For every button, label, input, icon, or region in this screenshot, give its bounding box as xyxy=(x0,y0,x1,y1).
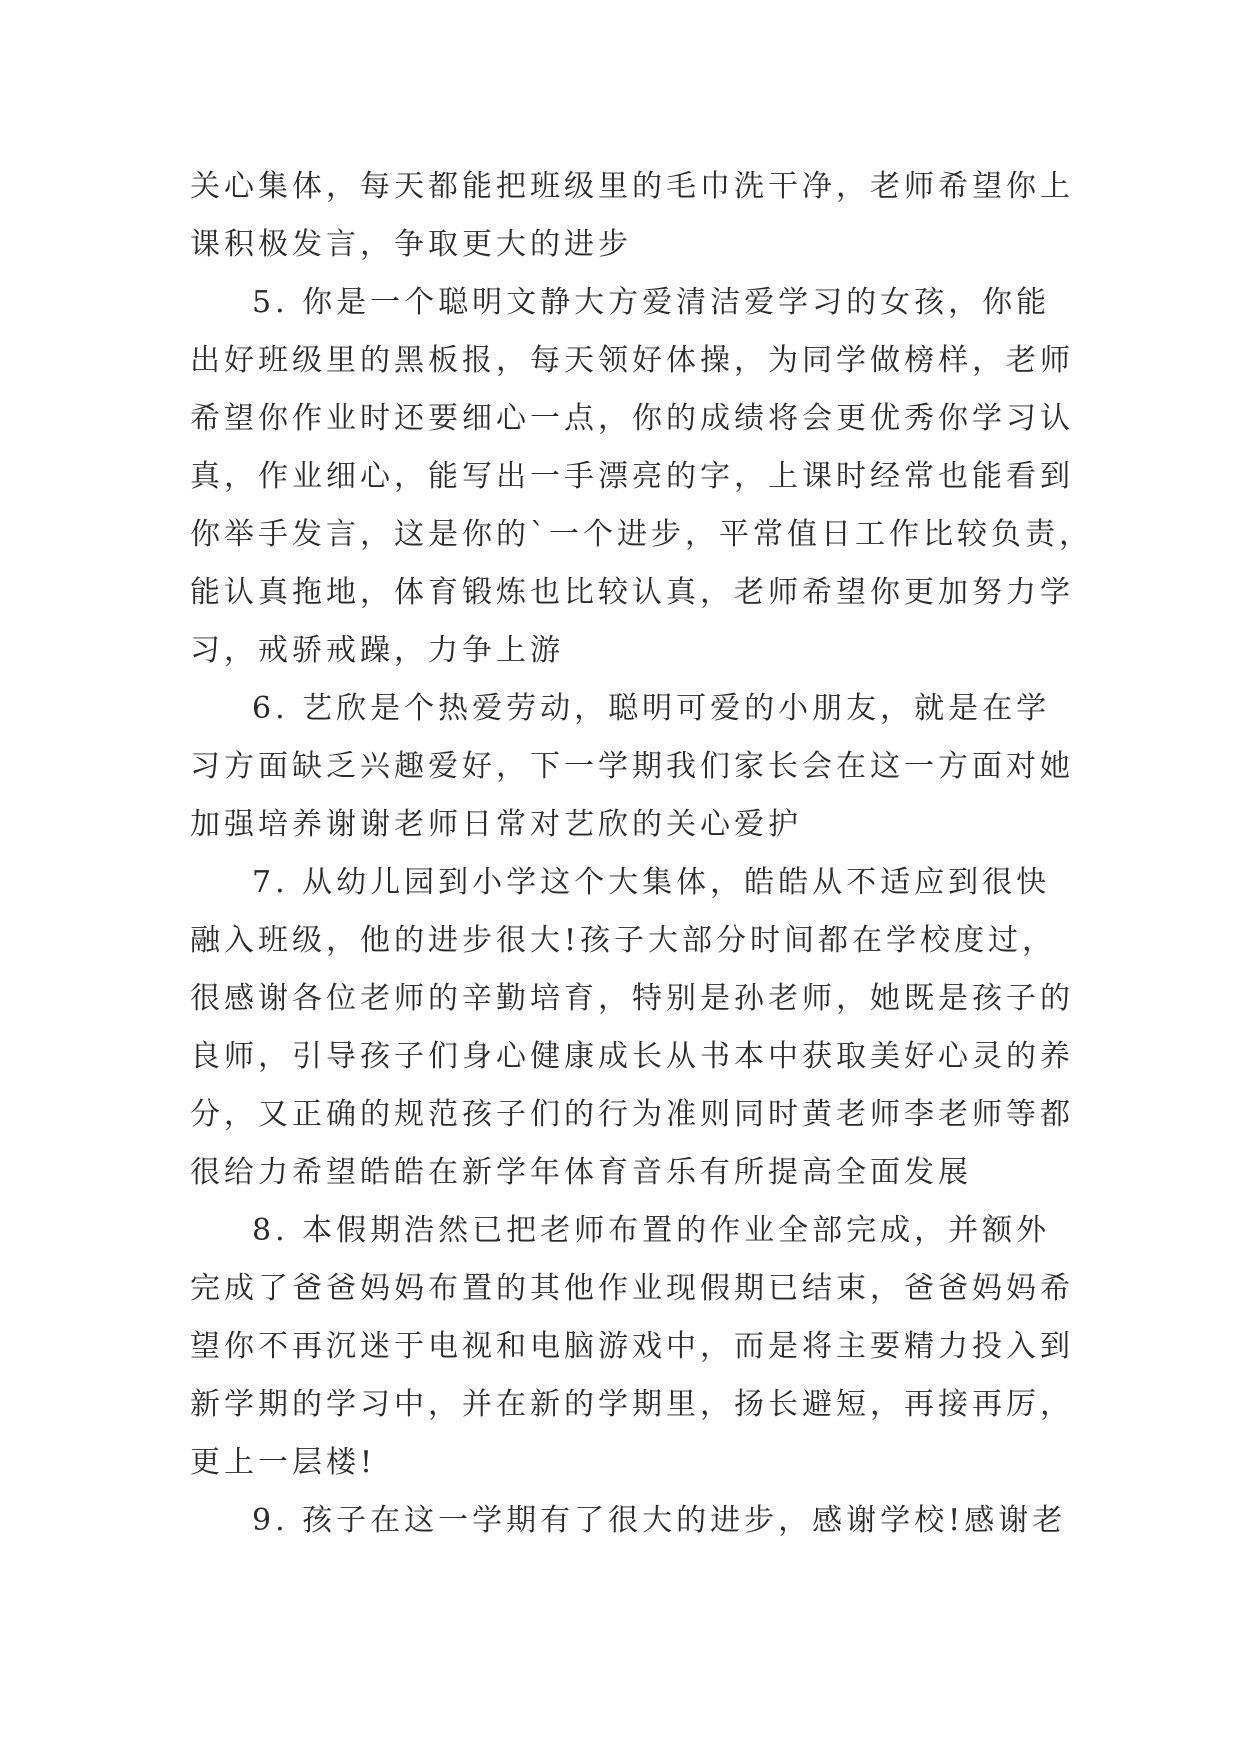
text-line: 5. 你是一个聪明文静大方爱清洁爱学习的女孩，你能 xyxy=(252,285,1051,320)
text-line: 良师，引导孩子们身心健康成长从书本中获取美好心灵的养 xyxy=(190,1039,1074,1074)
text-line: 希望你作业时还要细心一点，你的成绩将会更优秀你学习认 xyxy=(190,401,1074,436)
text-line: 更上一层楼! xyxy=(190,1445,377,1480)
paragraph-item-9 xyxy=(190,1492,1070,1550)
text-line: 新学期的学习中，并在新的学期里，扬长避短，再接再厉， xyxy=(190,1387,1074,1422)
text-line: 加强培养谢谢老师日常对艺欣的关心爱护 xyxy=(190,807,802,842)
text-line: 出好班级里的黑板报，每天领好体操，为同学做榜样，老师 xyxy=(190,343,1074,378)
text-line: 融入班级，他的进步很大!孩子大部分时间都在学校度过， xyxy=(190,923,1057,958)
paragraph-item-6 xyxy=(190,680,1074,854)
text-line: 关心集体，每天都能把班级里的毛巾洗干净，老师希望你上 xyxy=(190,169,1074,204)
paragraph-item-7 xyxy=(190,854,1074,1202)
text-line: 6. 艺欣是个热爱劳动，聪明可爱的小朋友，就是在学 xyxy=(252,691,1051,726)
text-line: 能认真拖地，体育锻炼也比较认真，老师希望你更加努力学 xyxy=(190,575,1074,610)
text-line: 习，戒骄戒躁，力争上游 xyxy=(190,633,564,668)
text-line: 分，又正确的规范孩子们的行为准则同时黄老师李老师等都 xyxy=(190,1097,1074,1132)
text-line: 习方面缺乏兴趣爱好，下一学期我们家长会在这一方面对她 xyxy=(190,749,1074,784)
text-line: 很感谢各位老师的辛勤培育，特别是孙老师，她既是孩子的 xyxy=(190,981,1074,1016)
text-line: 完成了爸爸妈妈布置的其他作业现假期已结束，爸爸妈妈希 xyxy=(190,1271,1074,1306)
text-line: 真，作业细心，能写出一手漂亮的字，上课时经常也能看到 xyxy=(190,459,1074,494)
text-line: 望你不再沉迷于电视和电脑游戏中，而是将主要精力投入到 xyxy=(190,1329,1074,1364)
document-body xyxy=(190,158,1093,1550)
paragraph-item-5 xyxy=(190,274,1093,680)
text-line: 很给力希望皓皓在新学年体育音乐有所提高全面发展 xyxy=(190,1155,972,1190)
paragraph-continuation xyxy=(190,158,1074,274)
paragraph-item-8 xyxy=(190,1202,1074,1492)
text-line: 你举手发言，这是你的`一个进步，平常值日工作比较负责， xyxy=(190,517,1093,552)
text-line: 9. 孩子在这一学期有了很大的进步，感谢学校!感谢老 xyxy=(252,1503,1067,1538)
text-line: 7. 从幼儿园到小学这个大集体，皓皓从不适应到很快 xyxy=(252,865,1051,900)
text-line: 课积极发言，争取更大的进步 xyxy=(190,227,632,262)
text-line: 8. 本假期浩然已把老师布置的作业全部完成，并额外 xyxy=(252,1213,1051,1248)
